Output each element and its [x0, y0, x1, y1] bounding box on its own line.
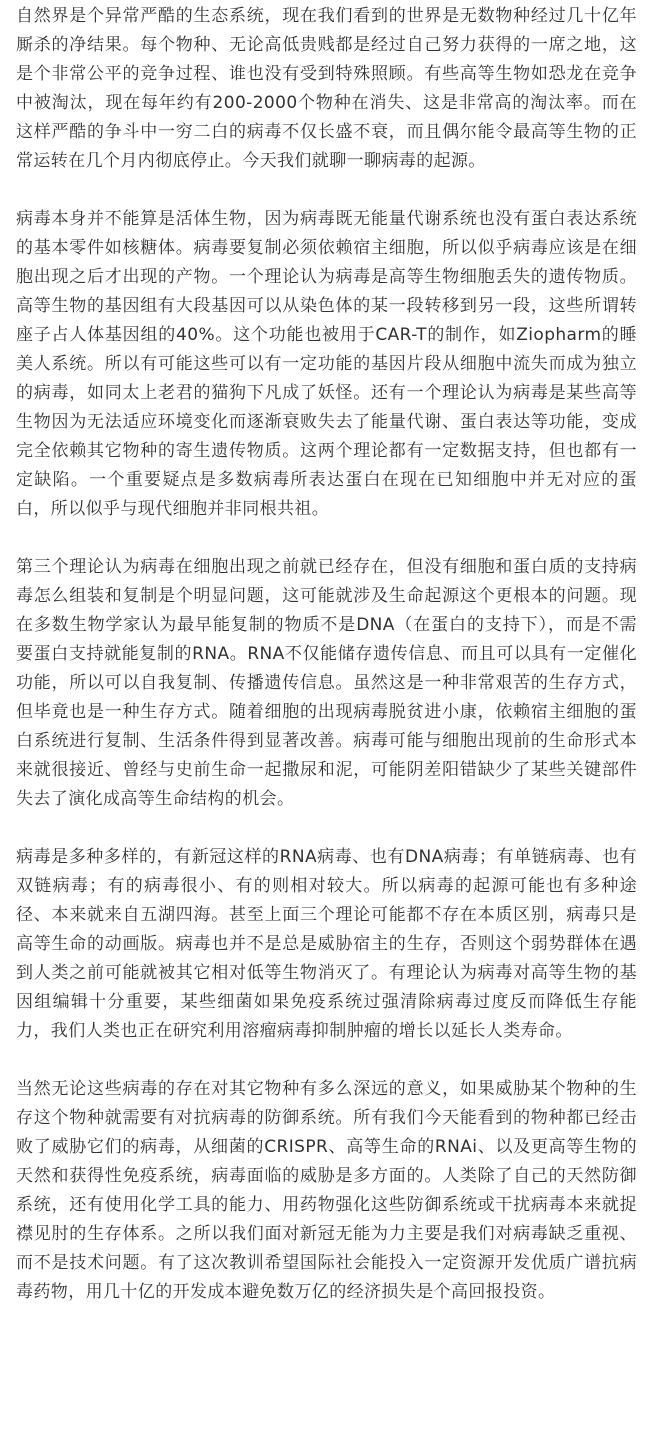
article-body	[16, 2, 637, 1307]
paragraph-defense-systems: 当然无论这些病毒的存在对其它物种有多么深远的意义，如果威胁某个物种的生存这个物种就需要有对抗病毒的防御系统。所有我们今天能看到的物种都已经击败了威胁它们的病毒，从细菌的CRISPR、高等生命的RNAi、以及更高等生物的天然和获得性免疫系统，病毒面临的威胁是多方面的。人类除了自己的天然防御系统，还有使用化学工具的能力、用药物强化这些防御系统或干扰病毒本来就捉襟见肘的生存体系。之所以我们面对新冠无能为力主要是我们对病毒缺乏重视、而不是技术问题。有了这次教训希望国际社会能投入一定资源开发优质广谱抗病毒药物，用几十亿的开发成本避免数万亿的经济损失是个高回报投资。	[16, 1079, 637, 1302]
paragraph-virus-theories: 病毒本身并不能算是活体生物，因为病毒既无能量代谢系统也没有蛋白表达系统的基本零件如核糖体。病毒要复制必须依赖宿主细胞，所以似乎病毒应该是在细胞出现之后才出现的产物。一个理论认为病毒是高等生物细胞丢失的遗传物质。高等生物的基因组有大段基因可以从染色体的某一段转移到另一段，这些所谓转座子占人体基因组的40%。这个功能也被用于CAR-T的制作，如Ziopharm的睡美人系统。所以有可能这些可以有一定功能的基因片段从细胞中流失而成为独立的病毒，如同太上老君的猫狗下凡成了妖怪。还有一个理论认为病毒是某些高等生物因为无法适应环境变化而逐渐衰败失去了能量代谢、蛋白表达等功能，变成完全依赖其它物种的寄生遗传物质。这两个理论都有一定数据支持，但也都有一定缺陷。一个重要疑点是多数病毒所表达蛋白在现在已知细胞中并无对应的蛋白，所以似乎与现代细胞并非同根共祖。	[16, 209, 637, 519]
paragraph-virus-intro: 自然界是个异常严酷的生态系统，现在我们看到的世界是无数物种经过几十亿年厮杀的净结果。每个物种、无论高低贵贱都是经过自己努力获得的一席之地，这是个非常公平的竞争过程、谁也没有受到特殊照顾。有些高等生物如恐龙在竞争中被淘汰，现在每年约有200-2000个物种在消失、这是非常高的淘汰率。而在这样严酷的争斗中一穷二白的病毒不仅长盛不衰，而且偶尔能令最高等生物的正常运转在几个月内彻底停止。今天我们就聊一聊病毒的起源。	[16, 6, 637, 171]
paragraph-third-theory: 第三个理论认为病毒在细胞出现之前就已经存在，但没有细胞和蛋白质的支持病毒怎么组装和复制是个明显问题，这可能就涉及生命起源这个更根本的问题。现在多数生物学家认为最早能复制的物质不是DNA（在蛋白的支持下），而是不需要蛋白支持就能复制的RNA。RNA不仅能储存遗传信息、而且可以具有一定催化功能，所以可以自我复制、传播遗传信息。虽然这是一种非常艰苦的生存方式，但毕竟也是一种生存方式。随着细胞的出现病毒脱贫进小康，依赖宿主细胞的蛋白系统进行复制、生活条件得到显著改善。病毒可能与细胞出现前的生命形式本来就很接近、曾经与史前生命一起撒尿和泥，可能阴差阳错缺少了某些关键部件失去了演化成高等生命结构的机会。	[16, 557, 637, 809]
paragraph-virus-diversity: 病毒是多种多样的，有新冠这样的RNA病毒、也有DNA病毒；有单链病毒、也有双链病毒；有的病毒很小、有的则相对较大。所以病毒的起源可能也有多种途径、本来就来自五湖四海。甚至上面三个理论可能都不存在本质区别，病毒只是高等生命的动画版。病毒也并不是总是威胁宿主的生存，否则这个弱势群体在遇到人类之前可能就被其它相对低等生物消灭了。有理论认为病毒对高等生物的基因组编辑十分重要，某些细菌如果免疫系统过强清除病毒过度反而降低生存能力，我们人类也正在研究利用溶瘤病毒抑制肿瘤的增长以延长人类寿命。	[16, 847, 637, 1041]
